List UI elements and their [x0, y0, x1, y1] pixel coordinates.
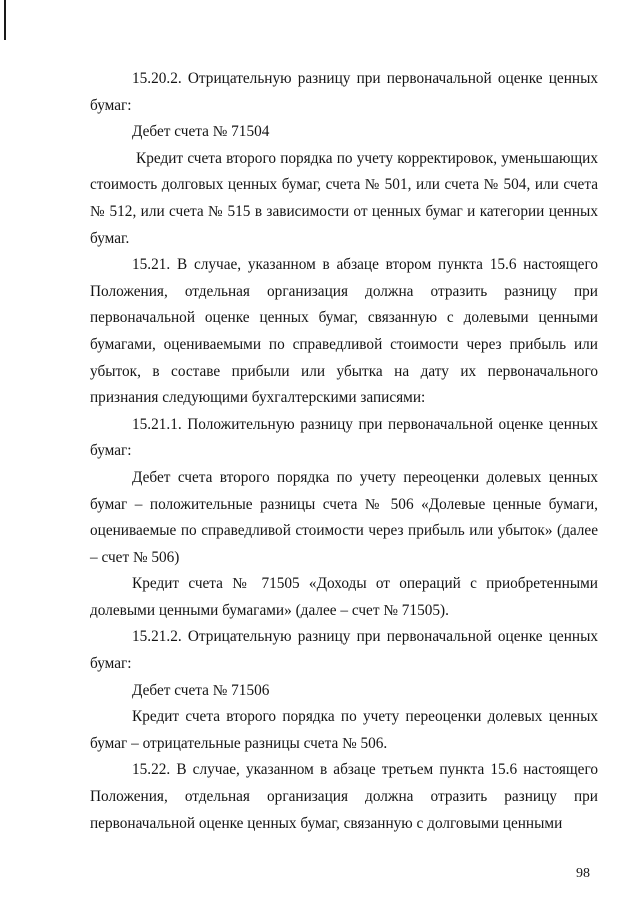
paragraph-debit-71504: Дебет счета № 71504	[132, 123, 270, 141]
paragraph-credit-revaluation: Кредит счета второго порядка по учету переоценки долевых ценных бумаг – отрицательные разницы счета № 506.	[90, 708, 598, 752]
paragraph-15-21-1: 15.21.1. Положительную разницу при первоначальной оценке ценных бумаг:	[90, 415, 598, 460]
paragraph-credit-adjustments: Кредит счета второго порядка по учету корректировок, уменьшающих стоимость долговых ценных бумаг, счета № 501, или счета № 504, или счета № 512, или счета № 515 в зависимости от ценных бумаг и категории ценных бумаг.	[90, 149, 598, 247]
page-number: 98	[576, 866, 590, 881]
paragraph-credit-71505: Кредит счета № 71505 «Доходы от операций с приобретенными долевыми ценными бумагами» (далее – счет № 71505).	[90, 575, 598, 619]
paragraph-15-21-2: 15.21.2. Отрицательную разницу при первоначальной оценке ценных бумаг:	[90, 628, 598, 673]
paragraph-15-21: 15.21. В случае, указанном в абзаце втором пункта 15.6 настоящего Положения, отдельная организация должна отразить разницу при первоначальной оценке ценных бумаг, связанную с долевыми ценными бумагами, оцениваемыми по справедливой стоимости через прибыль или убыток, в составе прибыли или убытка на дату их первоначального признания следующими бухгалтерскими записями:	[90, 256, 598, 407]
paragraph-debit-71506: Дебет счета № 71506	[132, 681, 270, 699]
paragraph-15-22: 15.22. В случае, указанном в абзаце третьем пункта 15.6 настоящего Положения, отдельная организация должна отразить разницу при первоначальной оценке ценных бумаг, связанную с долговыми ценными	[90, 761, 598, 832]
paragraph-debit-506: Дебет счета второго порядка по учету переоценки долевых ценных бумаг – положительные разницы счета № 506 «Долевые ценные бумаги, оцениваемые по справедливой стоимости через прибыль или убыток» (далее – счет № 506)	[90, 468, 598, 566]
margin-rule	[4, 0, 6, 40]
paragraph-15-20-2: 15.20.2. Отрицательную разницу при первоначальной оценке ценных бумаг:	[90, 70, 598, 114]
document-body	[90, 66, 598, 837]
